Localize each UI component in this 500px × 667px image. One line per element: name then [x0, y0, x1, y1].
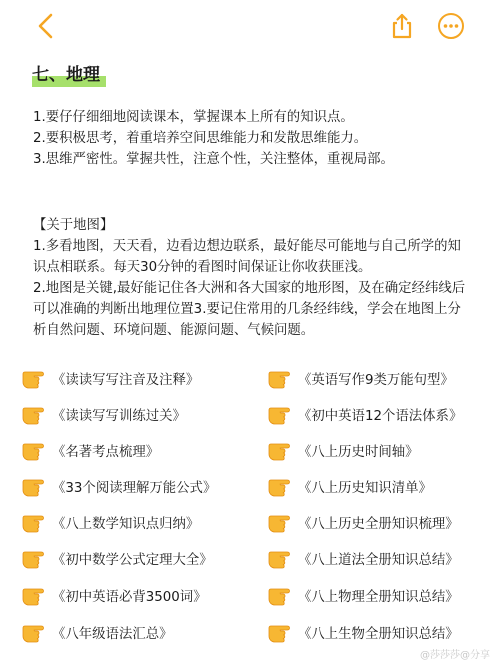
pointing-hand-icon: [268, 547, 294, 569]
map-paragraph-2: 2.地图是关键,最好能记住各大洲和各大国家的地形图，及在确定经纬线后可以准确的判断出地理位置3.要记住常用的几条经纬线，学会在地图上分析自然问题、环境问题、能源问题、气候问题。: [33, 281, 466, 338]
article-link[interactable]: [22, 364, 199, 392]
article-link-label: 《初中英语12个语法体系》: [298, 408, 463, 424]
map-section: [33, 215, 473, 341]
article-link-label: 《八年级语法汇总》: [52, 626, 173, 642]
more-dots-icon: [436, 11, 466, 41]
article-link-label: 《八上道法全册知识总结》: [298, 552, 459, 568]
intro-line: 3.思维严密性。掌握共性，注意个性，关注整体，重视局部。: [33, 152, 394, 167]
pointing-hand-icon: [22, 621, 48, 643]
pointing-hand-icon: [22, 547, 48, 569]
article-link[interactable]: [22, 436, 159, 464]
pointing-hand-icon: [22, 439, 48, 461]
article-link-label: 《八上数学知识点归纳》: [52, 516, 200, 532]
article-link-label: 《33个阅读理解万能公式》: [52, 480, 217, 496]
pointing-hand-icon: [22, 403, 48, 425]
article-link-label: 《八上物理全册知识总结》: [298, 589, 459, 605]
pointing-hand-icon: [268, 475, 294, 497]
article-link-label: 《八上历史知识清单》: [298, 480, 432, 496]
pointing-hand-icon: [268, 584, 294, 606]
section-title: [28, 62, 104, 88]
article-link[interactable]: [268, 618, 459, 646]
pointing-hand-icon: [268, 621, 294, 643]
article-link[interactable]: [268, 581, 459, 609]
pointing-hand-icon: [268, 367, 294, 389]
intro-line: 1.要仔仔细细地阅读课本，掌握课本上所有的知识点。: [33, 110, 354, 125]
chevron-left-icon: [34, 12, 60, 40]
article-link[interactable]: [268, 436, 419, 464]
article-link[interactable]: [268, 364, 454, 392]
pointing-hand-icon: [22, 511, 48, 533]
article-link-label: 《八上历史全册知识梳理》: [298, 516, 459, 532]
share-button[interactable]: [388, 12, 416, 40]
article-link[interactable]: [268, 508, 459, 536]
article-link[interactable]: [22, 472, 216, 500]
pointing-hand-icon: [22, 367, 48, 389]
pointing-hand-icon: [268, 511, 294, 533]
article-link[interactable]: [22, 544, 213, 572]
intro-line: 2.要积极思考，着重培养空间思维能力和发散思维能力。: [33, 131, 368, 146]
pointing-hand-icon: [22, 475, 48, 497]
article-link[interactable]: [268, 400, 462, 428]
back-button[interactable]: [34, 12, 60, 40]
article-link[interactable]: [268, 544, 459, 572]
article-link[interactable]: [22, 581, 207, 609]
article-link[interactable]: [22, 618, 173, 646]
map-heading: 【关于地图】: [33, 218, 114, 233]
share-icon: [388, 12, 416, 40]
article-link-label: 《读读写写训练过关》: [52, 408, 186, 424]
intro-list: [33, 107, 473, 170]
pointing-hand-icon: [268, 439, 294, 461]
watermark: @莎莎莎@分享: [420, 650, 490, 661]
more-button[interactable]: [436, 11, 466, 41]
article-link-label: 《初中数学公式定理大全》: [52, 552, 213, 568]
article-link-label: 《初中英语必背3500词》: [52, 589, 207, 605]
top-bar: [0, 0, 500, 52]
article-link-label: 《八上生物全册知识总结》: [298, 626, 459, 642]
article-link-label: 《读读写写注音及注释》: [52, 372, 200, 388]
article-link[interactable]: [22, 508, 199, 536]
article-link-label: 《八上历史时间轴》: [298, 444, 419, 460]
article-link[interactable]: [268, 472, 432, 500]
section-title-text: 七、地理: [32, 65, 100, 85]
pointing-hand-icon: [268, 403, 294, 425]
map-paragraph-1: 1.多看地图，天天看，边看边想边联系，最好能尽可能地与自己所学的知识点相联系。每天30分钟的看图时间保证让你收获匪浅。: [33, 239, 461, 275]
article-link-label: 《名著考点梳理》: [52, 444, 160, 460]
article-link-label: 《英语写作9类万能句型》: [298, 372, 454, 388]
pointing-hand-icon: [22, 584, 48, 606]
article-link[interactable]: [22, 400, 186, 428]
